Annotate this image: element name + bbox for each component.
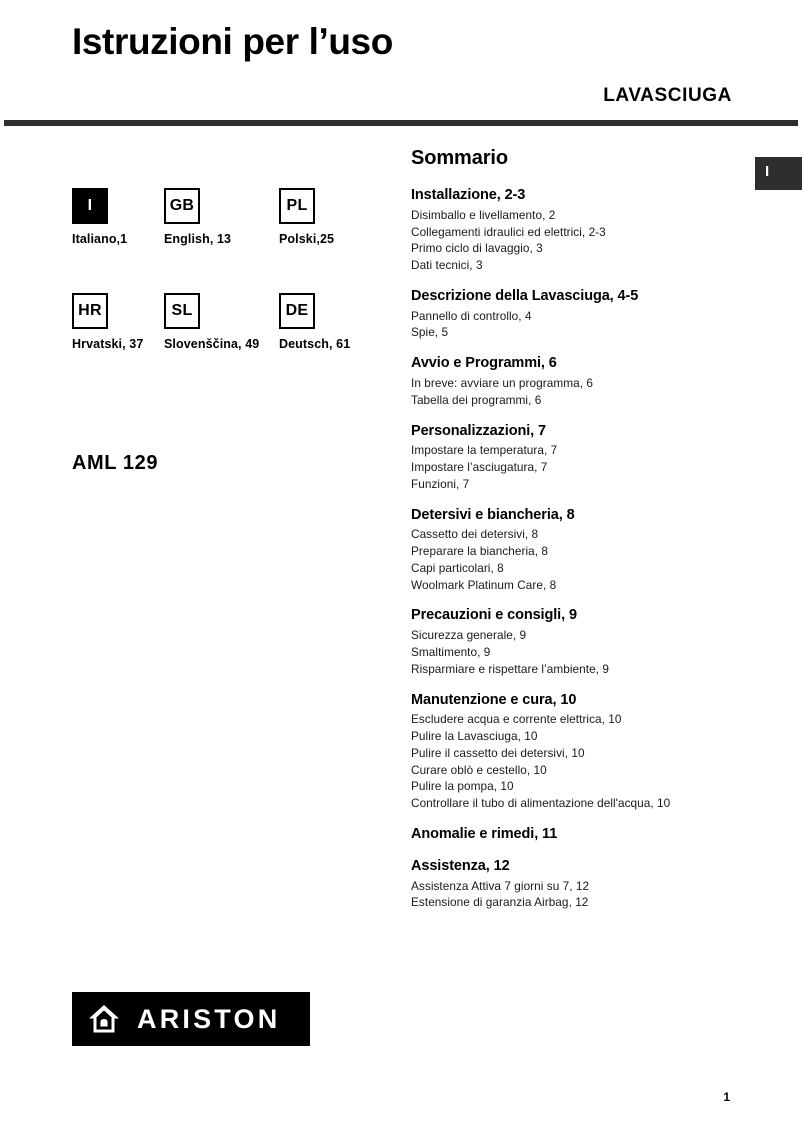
language-label-english: English, 13 bbox=[164, 232, 232, 246]
toc-entry[interactable]: Pulire la pompa, 10 bbox=[411, 779, 514, 794]
thumb-index-label: I bbox=[765, 163, 770, 180]
toc-entry[interactable]: Risparmiare e rispettare l’ambiente, 9 bbox=[411, 661, 609, 676]
product-type-label: LAVASCIUGA bbox=[603, 85, 732, 106]
toc-entry[interactable]: Preparare la biancheria, 8 bbox=[411, 544, 549, 559]
language-code-badge-de: DE bbox=[279, 293, 315, 329]
language-item-hrvatski[interactable] bbox=[72, 293, 143, 351]
thumb-index-tab bbox=[755, 157, 802, 190]
language-row bbox=[72, 293, 392, 398]
toc-entry[interactable]: Sicurezza generale, 9 bbox=[411, 628, 527, 643]
toc-entry[interactable]: Cassetto dei detersivi, 8 bbox=[411, 527, 539, 542]
toc-entry[interactable]: Dati tecnici, 3 bbox=[411, 258, 483, 273]
language-code-badge-sl: SL bbox=[164, 293, 200, 329]
toc-heading[interactable]: Detersivi e biancheria, 8 bbox=[411, 506, 575, 523]
language-code-badge-pl: PL bbox=[279, 188, 315, 224]
toc-section bbox=[411, 825, 761, 844]
toc-title: Sommario bbox=[411, 147, 509, 169]
toc-entry[interactable]: Tabella dei programmi, 6 bbox=[411, 392, 542, 407]
toc-entry[interactable]: Assistenza Attiva 7 giorni su 7, 12 bbox=[411, 878, 590, 893]
language-item-italiano[interactable] bbox=[72, 188, 127, 246]
toc-entry[interactable]: Impostare la temperatura, 7 bbox=[411, 443, 558, 458]
toc-entry[interactable]: Funzioni, 7 bbox=[411, 476, 470, 491]
toc-heading[interactable]: Installazione, 2-3 bbox=[411, 187, 526, 203]
language-label-hrvatski: Hrvatski, 37 bbox=[72, 337, 144, 351]
toc-entry[interactable]: Pulire la Lavasciuga, 10 bbox=[411, 729, 538, 744]
toc-section bbox=[411, 606, 761, 677]
model-name: AML 129 bbox=[72, 452, 159, 474]
page-number: 1 bbox=[723, 1090, 730, 1104]
toc-heading[interactable]: Avvio e Programmi, 6 bbox=[411, 355, 557, 372]
toc-heading[interactable]: Precauzioni e consigli, 9 bbox=[411, 607, 577, 624]
toc-entry[interactable]: Escludere acqua e corrente elettrica, 10 bbox=[411, 712, 622, 727]
header-divider bbox=[4, 120, 798, 126]
toc-entry[interactable]: Primo ciclo di lavaggio, 3 bbox=[411, 241, 543, 256]
language-item-polski[interactable] bbox=[279, 188, 334, 246]
language-code-badge-i: I bbox=[72, 188, 108, 224]
toc-entry[interactable]: Controllare il tubo di alimentazione dell'acqua, 10 bbox=[411, 796, 671, 811]
language-code-badge-gb: GB bbox=[164, 188, 200, 224]
toc-entry[interactable]: Disimballo e livellamento, 2 bbox=[411, 207, 556, 222]
page-title: Istruzioni per l’uso bbox=[72, 21, 393, 62]
language-label-polski: Polski,25 bbox=[279, 232, 335, 246]
toc-entry[interactable]: Spie, 5 bbox=[411, 325, 449, 340]
toc-entry[interactable]: Smaltimento, 9 bbox=[411, 645, 491, 660]
toc-section bbox=[411, 857, 761, 911]
language-item-deutsch[interactable] bbox=[279, 293, 350, 351]
toc-section bbox=[411, 287, 761, 341]
toc-entry[interactable]: Woolmark Platinum Care, 8 bbox=[411, 577, 557, 592]
toc-heading[interactable]: Manutenzione e cura, 10 bbox=[411, 691, 577, 708]
toc-entry[interactable]: Curare oblò e cestello, 10 bbox=[411, 762, 547, 777]
toc-heading[interactable]: Personalizzazioni, 7 bbox=[411, 422, 546, 439]
brand-name: ARISTON bbox=[137, 1003, 281, 1034]
language-label-slovenscina: Slovenščina, 49 bbox=[164, 337, 260, 351]
language-selector bbox=[72, 188, 392, 398]
language-row bbox=[72, 188, 392, 293]
language-code-badge-hr: HR bbox=[72, 293, 108, 329]
toc-section bbox=[411, 422, 761, 493]
toc-heading[interactable]: Anomalie e rimedi, 11 bbox=[411, 825, 558, 842]
toc-entry[interactable]: Pannello di controllo, 4 bbox=[411, 308, 532, 323]
brand-logo bbox=[72, 992, 310, 1046]
language-item-english[interactable] bbox=[164, 188, 231, 246]
house-icon bbox=[87, 1003, 121, 1035]
toc-entry[interactable]: Capi particolari, 8 bbox=[411, 560, 504, 575]
language-item-slovenscina[interactable] bbox=[164, 293, 259, 351]
toc-section bbox=[411, 354, 761, 408]
toc-heading[interactable]: Assistenza, 12 bbox=[411, 857, 510, 874]
language-label-deutsch: Deutsch, 61 bbox=[279, 337, 351, 351]
toc-entry[interactable]: Pulire il cassetto dei detersivi, 10 bbox=[411, 745, 585, 760]
toc-entry[interactable]: In breve: avviare un programma, 6 bbox=[411, 376, 593, 391]
toc-entry[interactable]: Impostare l’asciugatura, 7 bbox=[411, 460, 548, 475]
language-label-italiano: Italiano,1 bbox=[72, 232, 128, 246]
toc-entry[interactable]: Collegamenti idraulici ed elettrici, 2-3 bbox=[411, 224, 606, 239]
toc-section bbox=[411, 691, 761, 812]
toc-entry[interactable]: Estensione di garanzia Airbag, 12 bbox=[411, 895, 589, 910]
toc-heading[interactable]: Descrizione della Lavasciuga, 4-5 bbox=[411, 287, 639, 304]
toc-section bbox=[411, 506, 761, 594]
table-of-contents bbox=[411, 147, 761, 924]
toc-section bbox=[411, 186, 761, 274]
